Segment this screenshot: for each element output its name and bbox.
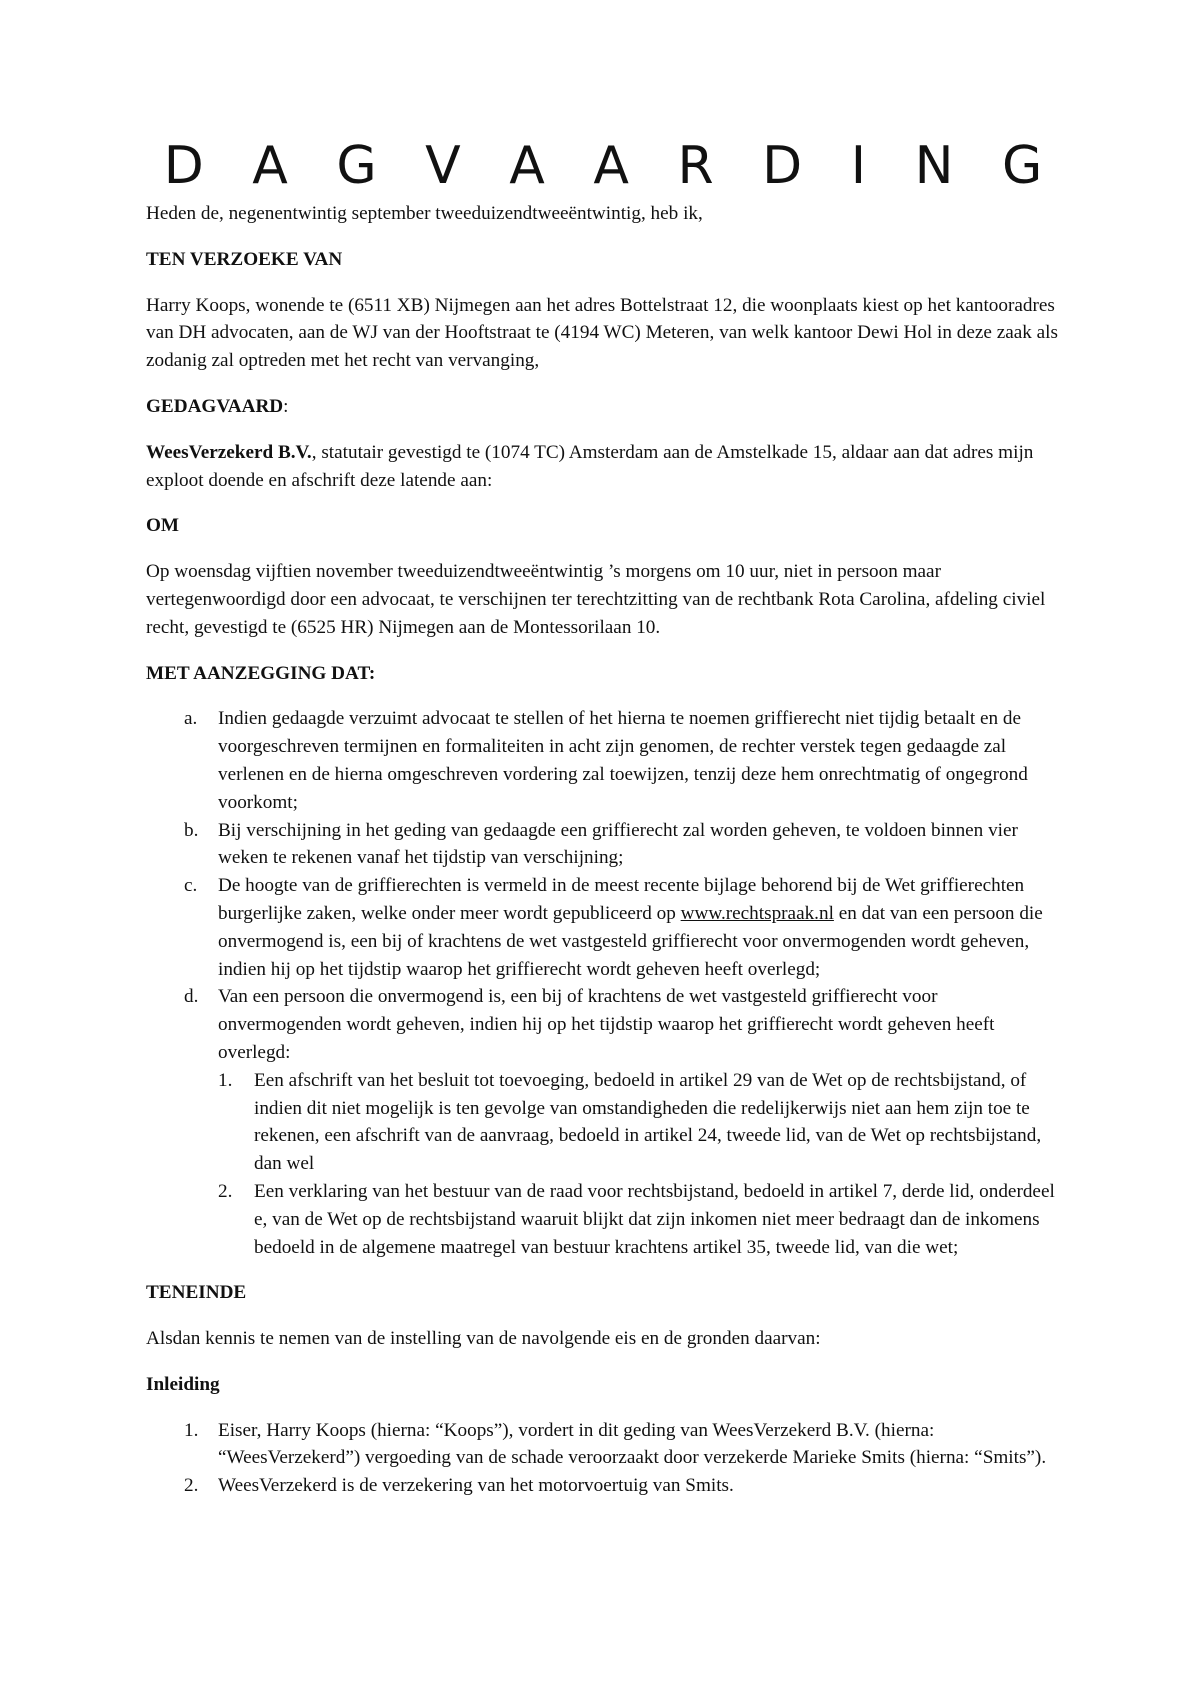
sub-list — [218, 1067, 1060, 1262]
sub-list-item-text: Een afschrift van het besluit tot toevoeging, bedoeld in artikel 29 van de Wet op de rechtsbijstand, of indien dit niet mogelijk is ten gevolge van omstandigheden die redelijkerwijs niet aan hem zijn toe te rekenen, een afschrift van de aanvraag, bedoeld in artikel 24, tweede lid, van de Wet op rechtsbijstand, dan wel — [254, 1069, 1042, 1175]
list-item — [146, 983, 1060, 1261]
sub-list-item-text: Een verklaring van het bestuur van de raad voor rechtsbijstand, bedoeld in artikel 7, derde lid, onderdeel e, van de Wet op de rechtsbijstand waaruit blijkt dat zijn inkomen niet meer bedraagt dan de inkomens bedoeld in de algemene maatregel van bestuur krachtens artikel 35, tweede lid, van die wet; — [254, 1180, 1055, 1258]
list-marker: c. — [184, 875, 198, 897]
heading-ten-verzoeke-van: TEN VERZOEKE VAN — [146, 248, 343, 270]
list-item — [146, 817, 1060, 873]
sub-list-item — [218, 1067, 1060, 1178]
heading-gedagvaard-label: GEDAGVAARD — [146, 395, 284, 417]
sub-list-item — [218, 1178, 1060, 1261]
list-marker: 2. — [184, 1475, 199, 1497]
list-marker: d. — [184, 986, 199, 1008]
gedagvaard-text — [146, 439, 1060, 495]
list-item — [146, 705, 1060, 816]
rechtspraak-link[interactable]: www.rechtspraak.nl — [680, 902, 834, 924]
aanzegging-list — [146, 705, 1060, 1261]
list-marker: 1. — [184, 1419, 199, 1441]
list-item — [146, 1417, 1060, 1473]
defendant-address: , statutair gevestigd te (1074 TC) Amsterdam aan de Amstelkade 15, aldaar aan dat adres mijn exploot doende en afschrift deze latende aan: — [146, 441, 1034, 491]
list-item-text: Indien gedaagde verzuimt advocaat te stellen of het hierna te noemen griffierecht niet tijdig betaalt en de voorgeschreven termijnen en formaliteiten in acht zijn genomen, de rechter verstek tegen gedaagde zal verlenen en de hierna omgeschreven vordering zal toewijzen, tenzij deze hem onrechtmatig of ongegrond voorkomt; — [218, 708, 1028, 813]
inleiding-list — [146, 1417, 1060, 1500]
heading-inleiding: Inleiding — [146, 1373, 220, 1395]
document-title: D A G V A A R D I N G — [163, 136, 1059, 196]
heading-gedagvaard-colon: : — [283, 395, 289, 417]
intro-line: Heden de, negenentwintig september tweeduizendtweeëntwintig, heb ik, — [146, 203, 703, 224]
document-page — [146, 136, 1060, 1500]
sub-list-marker: 2. — [218, 1180, 233, 1202]
list-marker: a. — [184, 708, 198, 730]
sub-list-marker: 1. — [218, 1069, 233, 1091]
heading-teneinde: TENEINDE — [146, 1282, 247, 1304]
heading-om: OM — [146, 515, 180, 537]
list-item-text: De hoogte van de griffierechten is vermeld in de meest recente bijlage behorend bij de Wet griffierechten burgerlijke zaken, welke onder meer wordt gepubliceerd op — [218, 875, 1025, 924]
list-item-text: WeesVerzekerd is de verzekering van het motorvoertuig van Smits. — [218, 1475, 734, 1497]
list-item-text: Bij verschijning in het geding van gedaagde een griffierecht zal worden geheven, te voldoen binnen vier weken te rekenen vanaf het tijdstip van verschijning; — [218, 819, 1018, 869]
heading-gedagvaard — [146, 393, 1060, 421]
defendant-name: WeesVerzekerd B.V. — [146, 441, 312, 463]
heading-met-aanzegging: MET AANZEGGING DAT: — [146, 662, 376, 684]
om-text: Op woensdag vijftien november tweeduizendtweeëntwintig ’s morgens om 10 uur, niet in persoon maar vertegenwoordigd door een advocaat, te verschijnen ter terechtzitting van de rechtbank Rota Carolina, afdeling civiel recht, gevestigd te (6525 HR) Nijmegen aan de Montessorilaan 10. — [146, 561, 1046, 638]
list-item — [146, 872, 1060, 983]
list-marker: b. — [184, 819, 199, 841]
ten-verzoeke-text: Harry Koops, wonende te (6511 XB) Nijmegen aan het adres Bottelstraat 12, die woonplaats kiest op het kantooradres van DH advocaten, aan de WJ van der Hooftstraat te (4194 WC) Meteren, van welk kantoor Dewi Hol in deze zaak als zodanig zal optreden met het recht van vervanging, — [146, 294, 1058, 372]
list-item-text: Eiser, Harry Koops (hierna: “Koops”), vordert in dit geding van WeesVerzekerd B.V. (hierna: “WeesVerzekerd”) vergoeding van de schade veroorzaakt door verzekerde Marieke Smits (hierna: “Smits”). — [218, 1419, 1047, 1469]
list-item — [146, 1472, 1060, 1500]
teneinde-text: Alsdan kennis te nemen van de instelling van de navolgende eis en de gronden daarvan: — [146, 1328, 821, 1350]
list-item-text: en dat van een persoon die onvermogend is, een bij of krachtens de wet vastgesteld griffierecht voor onvermogenden wordt geheven, indien hij op het tijdstip waarop het griffierecht wordt geheven heeft overlegd; — [218, 902, 1043, 980]
list-item-text: Van een persoon die onvermogend is, een bij of krachtens de wet vastgesteld griffierecht voor onvermogenden wordt geheven, indien hij op het tijdstip waarop het griffierecht wordt geheven heeft overlegd: — [218, 986, 995, 1063]
